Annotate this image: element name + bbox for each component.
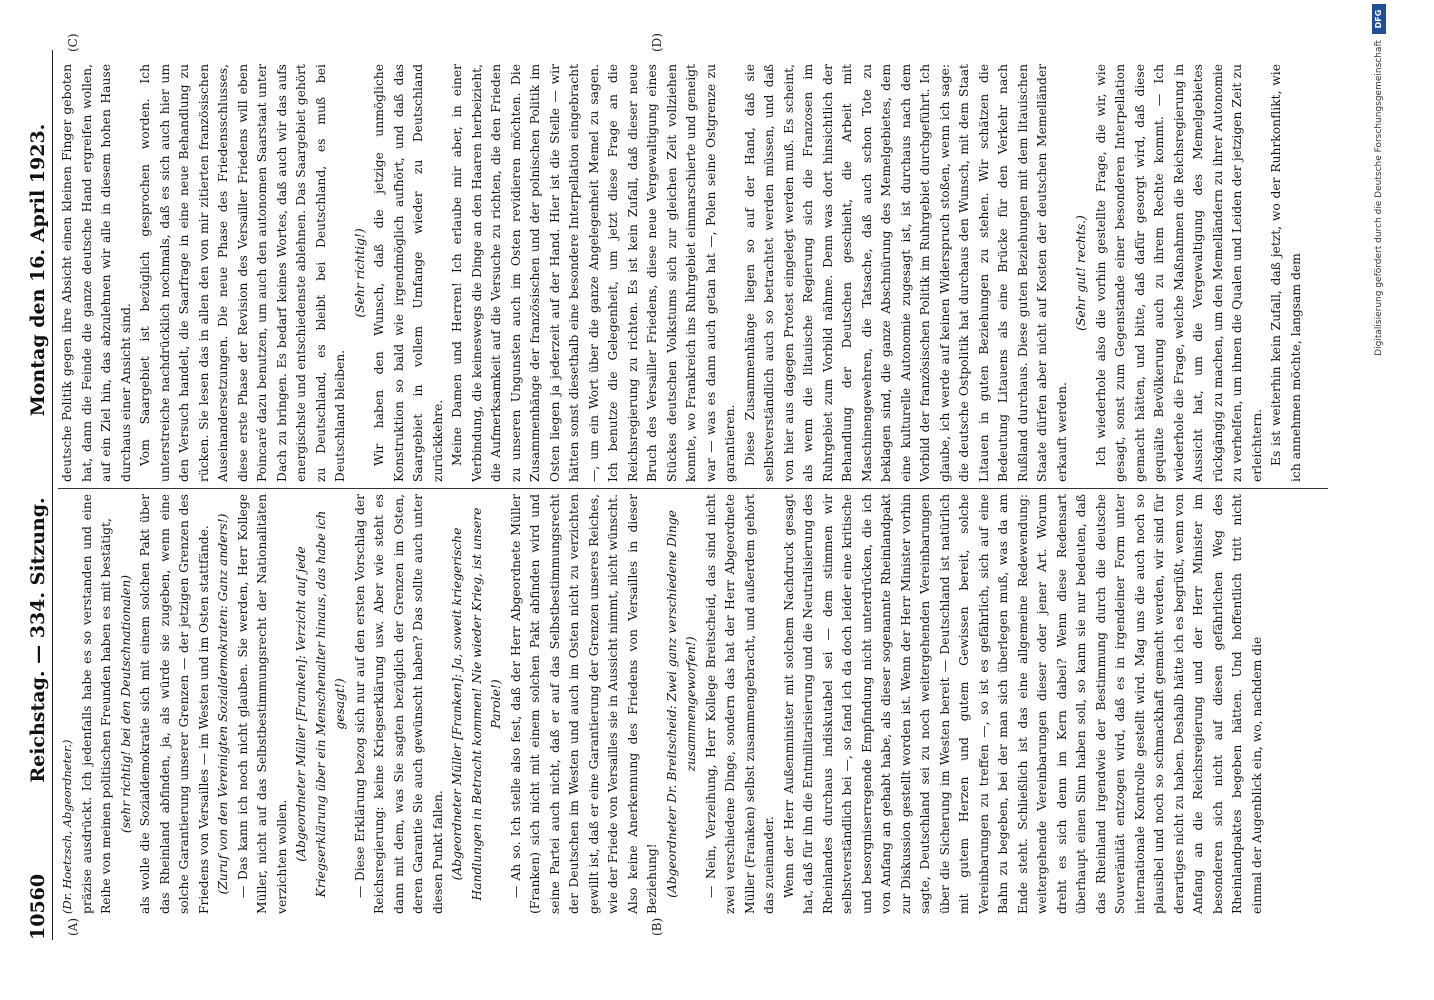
paragraph: — Ah so. Ich stelle also fest, daß der Herr Abgeordnete Müller (Franken) sich nicht mit einem solchen Pakt abfinden wird und seine Partei auch nicht, daß er auf das Selbstbestimmungsrecht der Deutschen im Westen und auch im Osten nicht zu verzichten gewillt ist, daß er eine Garantierung der Grenzen unseres Reiches, wie der Friede von Versailles sie in Aussicht nimmt, nicht wünscht. Also keine Anerkennung des Friedens von Versailles in dieser Beziehung! bbox=[508, 494, 659, 914]
page-footer bbox=[1370, 0, 1420, 1000]
column-divider bbox=[58, 488, 1328, 489]
paragraph: als wolle die Sozialdemokratie sich mit einem solchen Pakt über das Rheinland abfinden, ja, als würde sie zugeben, wenn eine solche Garantierung unserer Grenzen — der jetzigen Grenzen des Friedens von Versailles — im Westen und im Osten stattfände. bbox=[138, 494, 211, 914]
paragraph: Es ist weiterhin kein Zufall, daß jetzt, wo der Ruhrkonflikt, wie ich annehmen möchte, langsam dem bbox=[1269, 64, 1303, 482]
paragraph: — Nein, Verzeihung, Herr Kollege Breitscheid, das sind nicht zwei verschiedene Dinge, sondern das hat der Herr Abgeordnete Müller (Franken) selbst zusammengebracht, und außerdem gehört das zueinander. bbox=[703, 494, 776, 914]
dfg-logo: DFG bbox=[1372, 4, 1386, 34]
text-column-left bbox=[58, 494, 1328, 914]
interjection: (Zuruf von den Vereinigten Sozialdemokraten: Ganz anders!) bbox=[216, 513, 230, 895]
session-title: Reichstag. — 334. Sitzung. bbox=[27, 497, 49, 783]
page-header bbox=[22, 50, 53, 940]
margin-marker-b: (B) bbox=[650, 917, 664, 936]
margin-marker-c: (C) bbox=[66, 33, 80, 52]
speaker-label: (Dr. Hoetzsch, Abgeordneter.) bbox=[60, 739, 74, 914]
paragraph: — Diese Erklärung bezog sich nur auf den ersten Vorschlag der Reichsregierung: keine Kriegserklärung usw. Aber wie steht es dann mit dem, was Sie sagten bezüglich der Grenzen im Osten, deren Garantie Sie auch gewünscht haben? Das sollte auch unter diesen Punkt fallen. bbox=[352, 494, 445, 914]
page-number: 10560 bbox=[27, 873, 49, 940]
paragraph: Diese Zusammenhänge liegen so auf der Hand, daß sie selbstverständlich auch so betrachtet werden müssen, und daß von hier aus dagegen Protest eingelegt werden muß. Es scheint, als wenn die litauische Regierung sich die Franzosen im Ruhrgebiet zum Vorbild nähme. Denn was dort hinsichtlich der Behandlung der Deutschen geschieht, die Arbeit mit Maschinengewehren, die Tatsache, daß auch schon Tote zu beklagen sind, die ganze Abschnürung des Memelgebietes, dem eine kulturelle Autonomie zugesagt ist, ist durchaus nach dem Vorbild der französischen Politik im Ruhrgebiet durchgeführt. Ich glaube, ich werde auf keinen Widerspruch stoßen, wenn ich sage: die deutsche Ostpolitik hat durchaus den Wunsch, mit dem Staat Litauen in guten Beziehungen zu stehen. Wir schätzen die Bedeutung Litauens als eine Brücke für den Verkehr nach Rußland durchaus. Diese guten Beziehungen mit dem litauischen Staate dürfen aber nicht auf Kosten der deutschen Memelländer erkauft werden. bbox=[742, 64, 1069, 482]
interjection: (Abgeordneter Dr. Breitscheid: Zwei ganz verschiedene Dinge zusammengeworfen!) bbox=[664, 510, 698, 898]
interjection: (Abgeordneter Müller [Franken]: Verzicht auf jede Kriegserklärung über ein Menschenalter hinaus, das habe ich gesagt!) bbox=[294, 510, 347, 898]
paragraph: Meine Damen und Herren! Ich erlaube mir aber, in einer Verbindung, die keineswegs die Dinge an den Haaren herbeizieht, die Aufmerksamkeit auf die Versuche zu richten, die den Frieden zu unseren Ungunsten auch im Osten revidieren möchten. Die Zusammenhänge der französischen und der polnischen Politik im Osten liegen ja jederzeit auf der Hand. Hier ist die Stelle — wir hätten sonst diesethalb eine besondere Interpellation eingebracht —, um ein Wort über die ganze Angelegenheit Memel zu sagen. Ich benutze die Gelegenheit, um jetzt diese Frage an die Reichsregierung zu richten. Es ist kein Zufall, daß dieser neue Bruch des Versailler Friedens, diese neue Vergewaltigung eines Stückes deutschen Volkstums sich zur gleichen Zeit vollziehen konnte, wo Frankreich ins Ruhrgebiet einmarschierte und geneigt war — was es dann auch getan hat —, Polen seine Ostgrenze zu garantieren. bbox=[450, 64, 737, 482]
margin-marker-d: (D) bbox=[650, 33, 664, 52]
paragraph: Ich wiederhole also die vorhin gestellte Frage, die wir, wie gesagt, sonst zum Gegenstande einer besonderen Interpellation gemacht hätten, und bitte, daß dafür gesorgt wird, daß diese gequälte Bevölkerung auch zu ihrem Rechte kommt. — Ich wiederhole die Frage, welche Maßnahmen die Reichsregierung in Aussicht hat, um die Vergewaltigung des Memelgebietes rückgängig zu machen, um den Memelländern zu ihrer Autonomie zu verhelfen, um ihnen die Qualen und Leiden der jetzigen Zeit zu erleichtern. bbox=[1093, 64, 1264, 482]
digitization-note: Digitalisierung gefördert durch die Deutsche Forschungsgemeinschaft bbox=[1374, 40, 1384, 356]
interjection: (Abgeordneter Müller [Franken]: Ja, soweit kriegerische Handlungen in Betracht kommen! Nie wieder Krieg, ist unsere Parole!) bbox=[450, 507, 503, 901]
paragraph: Wenn der Herr Außenminister mit solchem Nachdruck gesagt hat, daß für ihn die Entmilitarisierung und die Neutralisierung des Rheinlandes durchaus indiskutabel sei — dem stimmen wir selbstverständlich bei —, so fand ich da doch leider eine kritische und besorgniserregende Empfindung nicht unterdrücken, die ich von Anfang an gehabt habe, als dieser sogenannte Rheinlandpakt zur Diskussion gestellt worden ist. Wenn der Herr Minister vorhin sagte, Deutschland sei zu noch weitergehenden Vereinbarungen über die Sicherung im Westen bereit — Deutschland ist natürlich mit gutem Herzen und gutem Gewissen bereit, solche Vereinbarungen zu treffen —, so ist es gefährlich, sich auf eine Bahn zu begeben, bei der man sich überlegen muß, was da am Ende steht. Schließlich ist das eine allgemeine Redewendung: weitergehende Vereinbarungen dieser oder jener Art. Worum dreht es sich denn im Kern dabei? Wenn diese Redensart überhaupt einen Sinn haben soll, so kann sie nur bedeuten, daß das Rheinland irgendwie der Bestimmung durch die deutsche Souveränität entzogen wird, daß es in irgendeiner Form unter internationale Kontrolle gestellt wird. Mag uns die auch noch so plausibel und noch so schmackhaft gemacht werden, wir sind für derartiges nicht zu haben. Deshalb hätte ich es begrüßt, wenn von Anfang an die Reichsregierung und der Herr Minister im besonderen sich nicht auf diesen gefährlichen Weg des Rheinlandpaktes begeben hätten. Und hoffentlich tritt nicht einmal der Augenblick ein, wo, nachdem die bbox=[781, 494, 1264, 914]
session-date: Montag den 16. April 1923. bbox=[27, 123, 49, 417]
paragraph: Wir haben den Wunsch, daß die jetzige unmögliche Konstruktion so bald wie irgendmöglich aufhört, und daß das Saargebiet in vollem Umfange wieder zu Deutschland zurückkehre. bbox=[372, 64, 445, 482]
paragraph: — Das kann ich noch nicht glauben. Sie werden, Herr Kollege Müller, nicht auf das Selbstbestimmungsrecht der Nationalitäten verzichten wollen. bbox=[235, 494, 289, 914]
text-column-right bbox=[58, 64, 1328, 482]
paragraph: deutsche Politik gegen ihre Absicht einen kleinen Finger geboten hat, dann die Feinde die ganze deutsche Hand ergreifen wollen, auf ein Ziel hin, das abzulehnen wir alle in diesem hohen Hause durchaus einer Ansicht sind. bbox=[60, 64, 133, 482]
paragraph: präzise ausdrückt. Ich jedenfalls habe es so verstanden und eine Reihe von meinen politischen Freunden haben es mit bestätigt, bbox=[79, 494, 113, 914]
interjection: (Sehr richtig!) bbox=[352, 228, 367, 318]
interjection: (sehr richtig! bei den Deutschnationalen) bbox=[118, 574, 133, 834]
interjection: (Sehr gut! rechts.) bbox=[1074, 215, 1088, 331]
paragraph: Vom Saargebiet ist bezüglich gesprochen worden. Ich unterstreiche nachdrücklich nochmals, daß es sich auch hier um den Versuch handelt, die Saarfrage in eine neue Behandlung zu rücken. Sie lesen das in allen den von mir zitierten französischen Auseinandersetzungen. Die neue Phase des Friedensschlusses, diese erste Phase der Revision des Versailler Friedens will eben Poincaré dazu benutzen, um auch den autonomen Saarstaat unter Dach zu bringen. Es bedarf keines Wortes, daß auch wir das aufs energischste und entschiedenste ablehnen. Das Saargebiet gehört zu Deutschland, es bleibt bei Deutschland, es muß bei Deutschland bleiben. bbox=[138, 64, 347, 482]
margin-marker-a: (A) bbox=[66, 917, 80, 936]
